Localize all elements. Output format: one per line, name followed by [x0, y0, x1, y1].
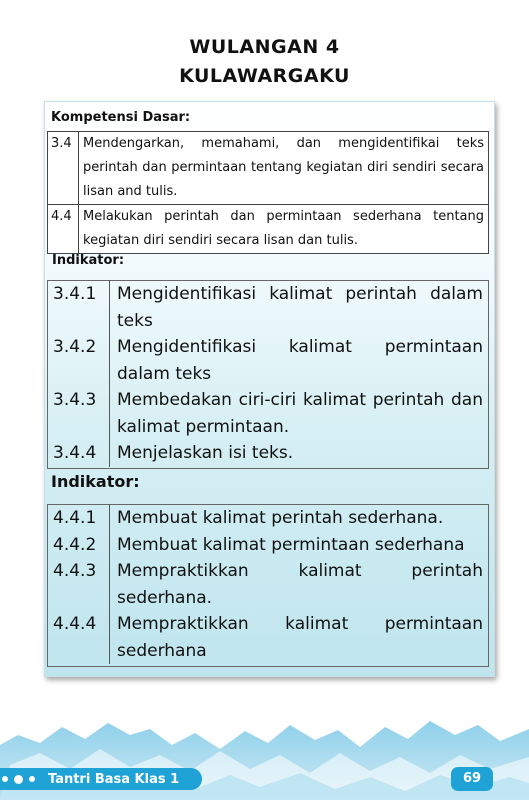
dot-icon: [2, 776, 8, 782]
indikator-description: Mempraktikkan kalimat perintah sederhana.: [117, 561, 483, 608]
indikator-heading-1: Indikator:: [52, 253, 125, 268]
table-row: [48, 132, 489, 205]
kd-description: Mendengarkan, memahami, dan mengidentifikai teks perintah dan permintaan tentang kegiatan diri sendiri secara lisan and tulis.: [79, 132, 489, 205]
table-row: [48, 205, 489, 254]
dot-icon: [29, 776, 35, 782]
indikator-description: Mempraktikkan kalimat permintaan sederhana: [117, 614, 483, 661]
table-row: [47, 280, 489, 334]
lesson-name-title: KULAWARGAKU: [179, 65, 350, 87]
indikator-heading-2: Indikator:: [51, 472, 140, 491]
indikator-number: 3.4.3: [47, 387, 110, 440]
indikator-description: Mengidentifikasi kalimat perintah dalam teks: [117, 284, 483, 331]
indikator-number: 4.4.4: [47, 611, 110, 664]
indikator-description: Menjelaskan isi teks.: [117, 443, 294, 463]
indikator-number: 4.4.2: [47, 532, 110, 559]
table-row: [47, 440, 489, 467]
indikator-description: Membedakan ciri-ciri kalimat perintah dan kalimat permintaan.: [117, 390, 483, 437]
table-row: [47, 532, 489, 559]
kd-number: 4.4: [48, 205, 79, 254]
indikator-description: Membuat kalimat perintah sederhana.: [117, 508, 444, 528]
indikator-number: 3.4.4: [47, 440, 110, 467]
indikator-description: Membuat kalimat permintaan sederhana: [117, 534, 465, 555]
table-row: [47, 504, 489, 532]
indikator-table-2: [47, 504, 489, 664]
indikator-table-1: [47, 280, 489, 467]
indikator-description: Mengidentifikasi kalimat permintaan dalam teks: [117, 337, 483, 384]
indikator-number: 4.4.1: [47, 504, 110, 532]
table-row: [47, 558, 489, 611]
lesson-number-title: WULANGAN 4: [189, 36, 340, 58]
kd-description: Melakukan perintah dan permintaan sederhana tentang kegiatan diri sendiri secara lisan dan tulis.: [79, 205, 489, 254]
kompetensi-dasar-heading: Kompetensi Dasar:: [51, 110, 191, 125]
indikator-number: 3.4.2: [47, 334, 110, 387]
table-row: [47, 334, 489, 387]
kompetensi-dasar-table: [47, 131, 489, 254]
footer-banner: [0, 768, 202, 790]
dot-icon: [14, 775, 23, 784]
table-row: [47, 387, 489, 440]
kd-number: 3.4: [48, 132, 79, 205]
indikator-number: 3.4.1: [47, 280, 110, 334]
book-title: Tantri Basa Klas 1: [48, 771, 180, 787]
indikator-number: 4.4.3: [47, 558, 110, 611]
table-row: [47, 611, 489, 664]
page-number: 69: [451, 767, 493, 791]
